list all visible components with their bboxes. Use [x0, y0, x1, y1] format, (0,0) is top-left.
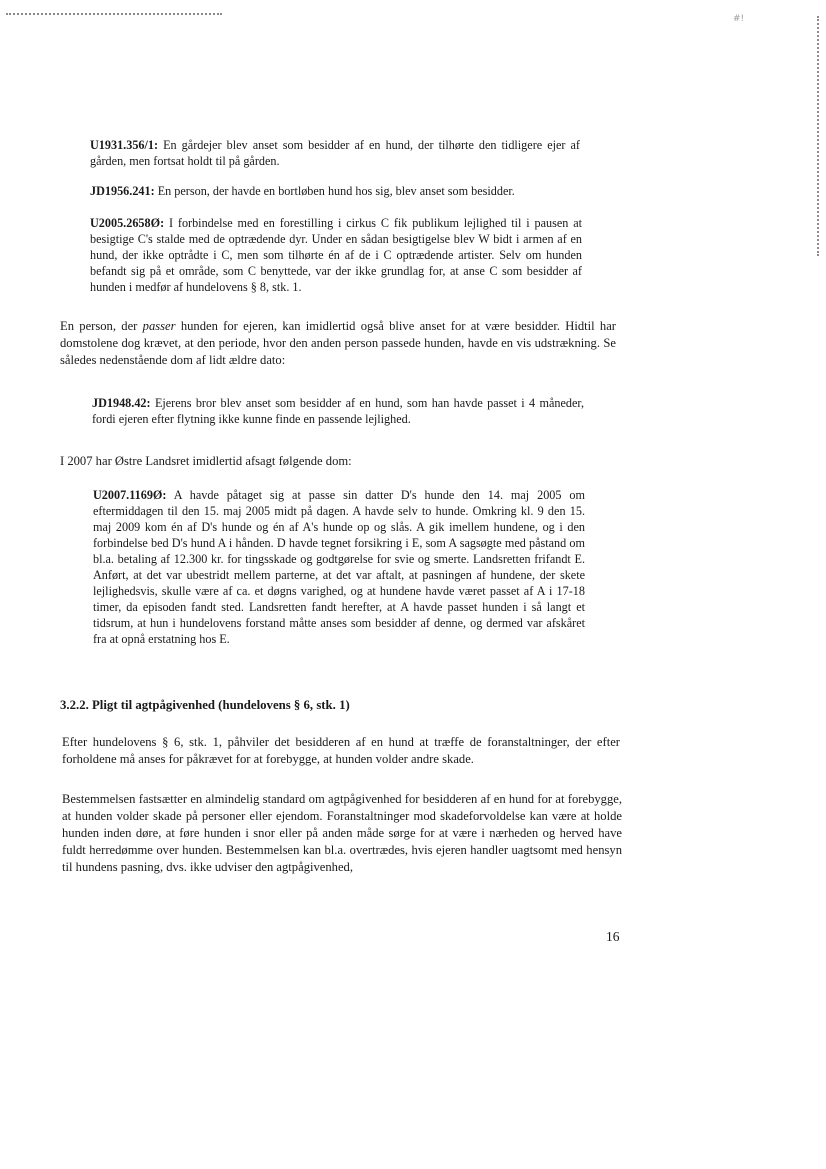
case-reference: U2007.1169Ø: [93, 488, 167, 502]
case-entry-u1931 [90, 137, 580, 169]
case-summary: I forbindelse med en forestilling i cirkus C fik publikum lejlighed til i pausen at besigtige C's stalde med de optrædende dyr. Under en sådan besigtigelse blev W bidt i armen af en hund, der ikke optrådte i C, men som tilhørte én af de i C optrædende artister. Selv om hunden befandt sig på et område, som C benyttede, var der ikke grundlag for, at anse C som besidder af hunden i medfør af hundelovens § 8, stk. 1. [90, 216, 582, 294]
scan-edge-top [6, 13, 222, 15]
case-entry-u2005 [90, 215, 582, 295]
section-heading: 3.2.2. Pligt til agtpågivenhed (hundelovens § 6, stk. 1) [60, 698, 350, 712]
case-summary: Ejerens bror blev anset som besidder af en hund, som han havde passet i 4 måneder, fordi ejeren efter flytning ikke kunne finde en passende lejlighed. [92, 396, 584, 426]
paragraph-standard: Bestemmelsen fastsætter en almindelig standard om agtpågivenhed for besidderen af en hund for at forebygge, at hunden volder skade på personer eller ejendom. Foranstaltninger mod skadeforvoldelse kan være at holde hunden inden døre, at føre hunden i snor eller på anden måde sørge for at være i nærheden og herved have fuldt herredømme over hunden. Bestemmelsen kan bl.a. overtrædes, hvis ejeren handler uagtsomt med hensyn til hundens pasning, dvs. ikke udviser den agtpågivenhed, [62, 792, 622, 874]
paragraph-hundelov-6: Efter hundelovens § 6, stk. 1, påhviler det besidderen af en hund at træffe de foranstaltninger, der efter forholdene må anses for påkrævet for at forebygge, at hunden volder andre skade. [62, 735, 620, 766]
case-entry-u2007 [93, 487, 585, 647]
case-reference: U1931.356/1: [90, 138, 159, 152]
case-reference: U2005.2658Ø: [90, 216, 165, 230]
passer-paragraph [60, 318, 616, 369]
paragraph-text-end: hunden for ejeren, kan imidlertid også blive anset for at være besidder. Hidtil har domstolene dog krævet, at den periode, hvor den anden person passede hunden, havde en vis udstrækning. Se således nedenstående dom af lidt ældre dato: [60, 319, 617, 367]
scan-edge-right [817, 16, 819, 256]
case-reference: JD1948.42: [92, 396, 151, 410]
page-number: 16 [606, 929, 620, 944]
case-summary: En gårdejer blev anset som besidder af en hund, der tilhørte den tidligere ejer af gården, men fortsat holdt til på gården. [90, 138, 580, 168]
emphasis-passer: passer [142, 319, 176, 333]
case-summary: En person, der havde en bortløben hund hos sig, blev anset som besidder. [154, 184, 515, 198]
case-entry-jd1956 [90, 183, 580, 199]
case-reference: JD1956.241: [90, 184, 155, 198]
case-entry-jd1948 [92, 395, 584, 427]
case-summary: A havde påtaget sig at passe sin datter D's hunde den 14. maj 2005 om eftermiddagen til den 15. maj 2005 midt på dagen. A havde selv to hunde. Omkring kl. 9 den 15. maj 2009 kom én af D's hunde og én af A's hunde op og slås. A gik imellem hundene, og i den forbindelse bed D's hund A i hånden. D havde tegnet forsikring i E, som A sagsøgte med påstand om bl.a. betaling af 12.300 kr. for tingsskade og godtgørelse for svie og smerte. Landsretten frifandt E. Anført, at det var ubestridt mellem parterne, at det var aftalt, at pasningen af hundene, der skete lejlighedsvis, skulle være af ca. et døgns varighed, og at hundene havde været passet af A i 17-18 timer, da episoden fandt sted. Landsretten fandt herefter, at A havde passet hunden i så langt et tidsrum, at hun i hundelovens forstand måtte anses som besidder af denne, og dermed var afskåret fra at opnå erstatning hos E. [93, 488, 585, 646]
scan-mark: #! [733, 14, 745, 24]
paragraph-text-start: En person, der [60, 319, 143, 333]
landsret-intro: I 2007 har Østre Landsret imidlertid afsagt følgende dom: [60, 454, 352, 468]
